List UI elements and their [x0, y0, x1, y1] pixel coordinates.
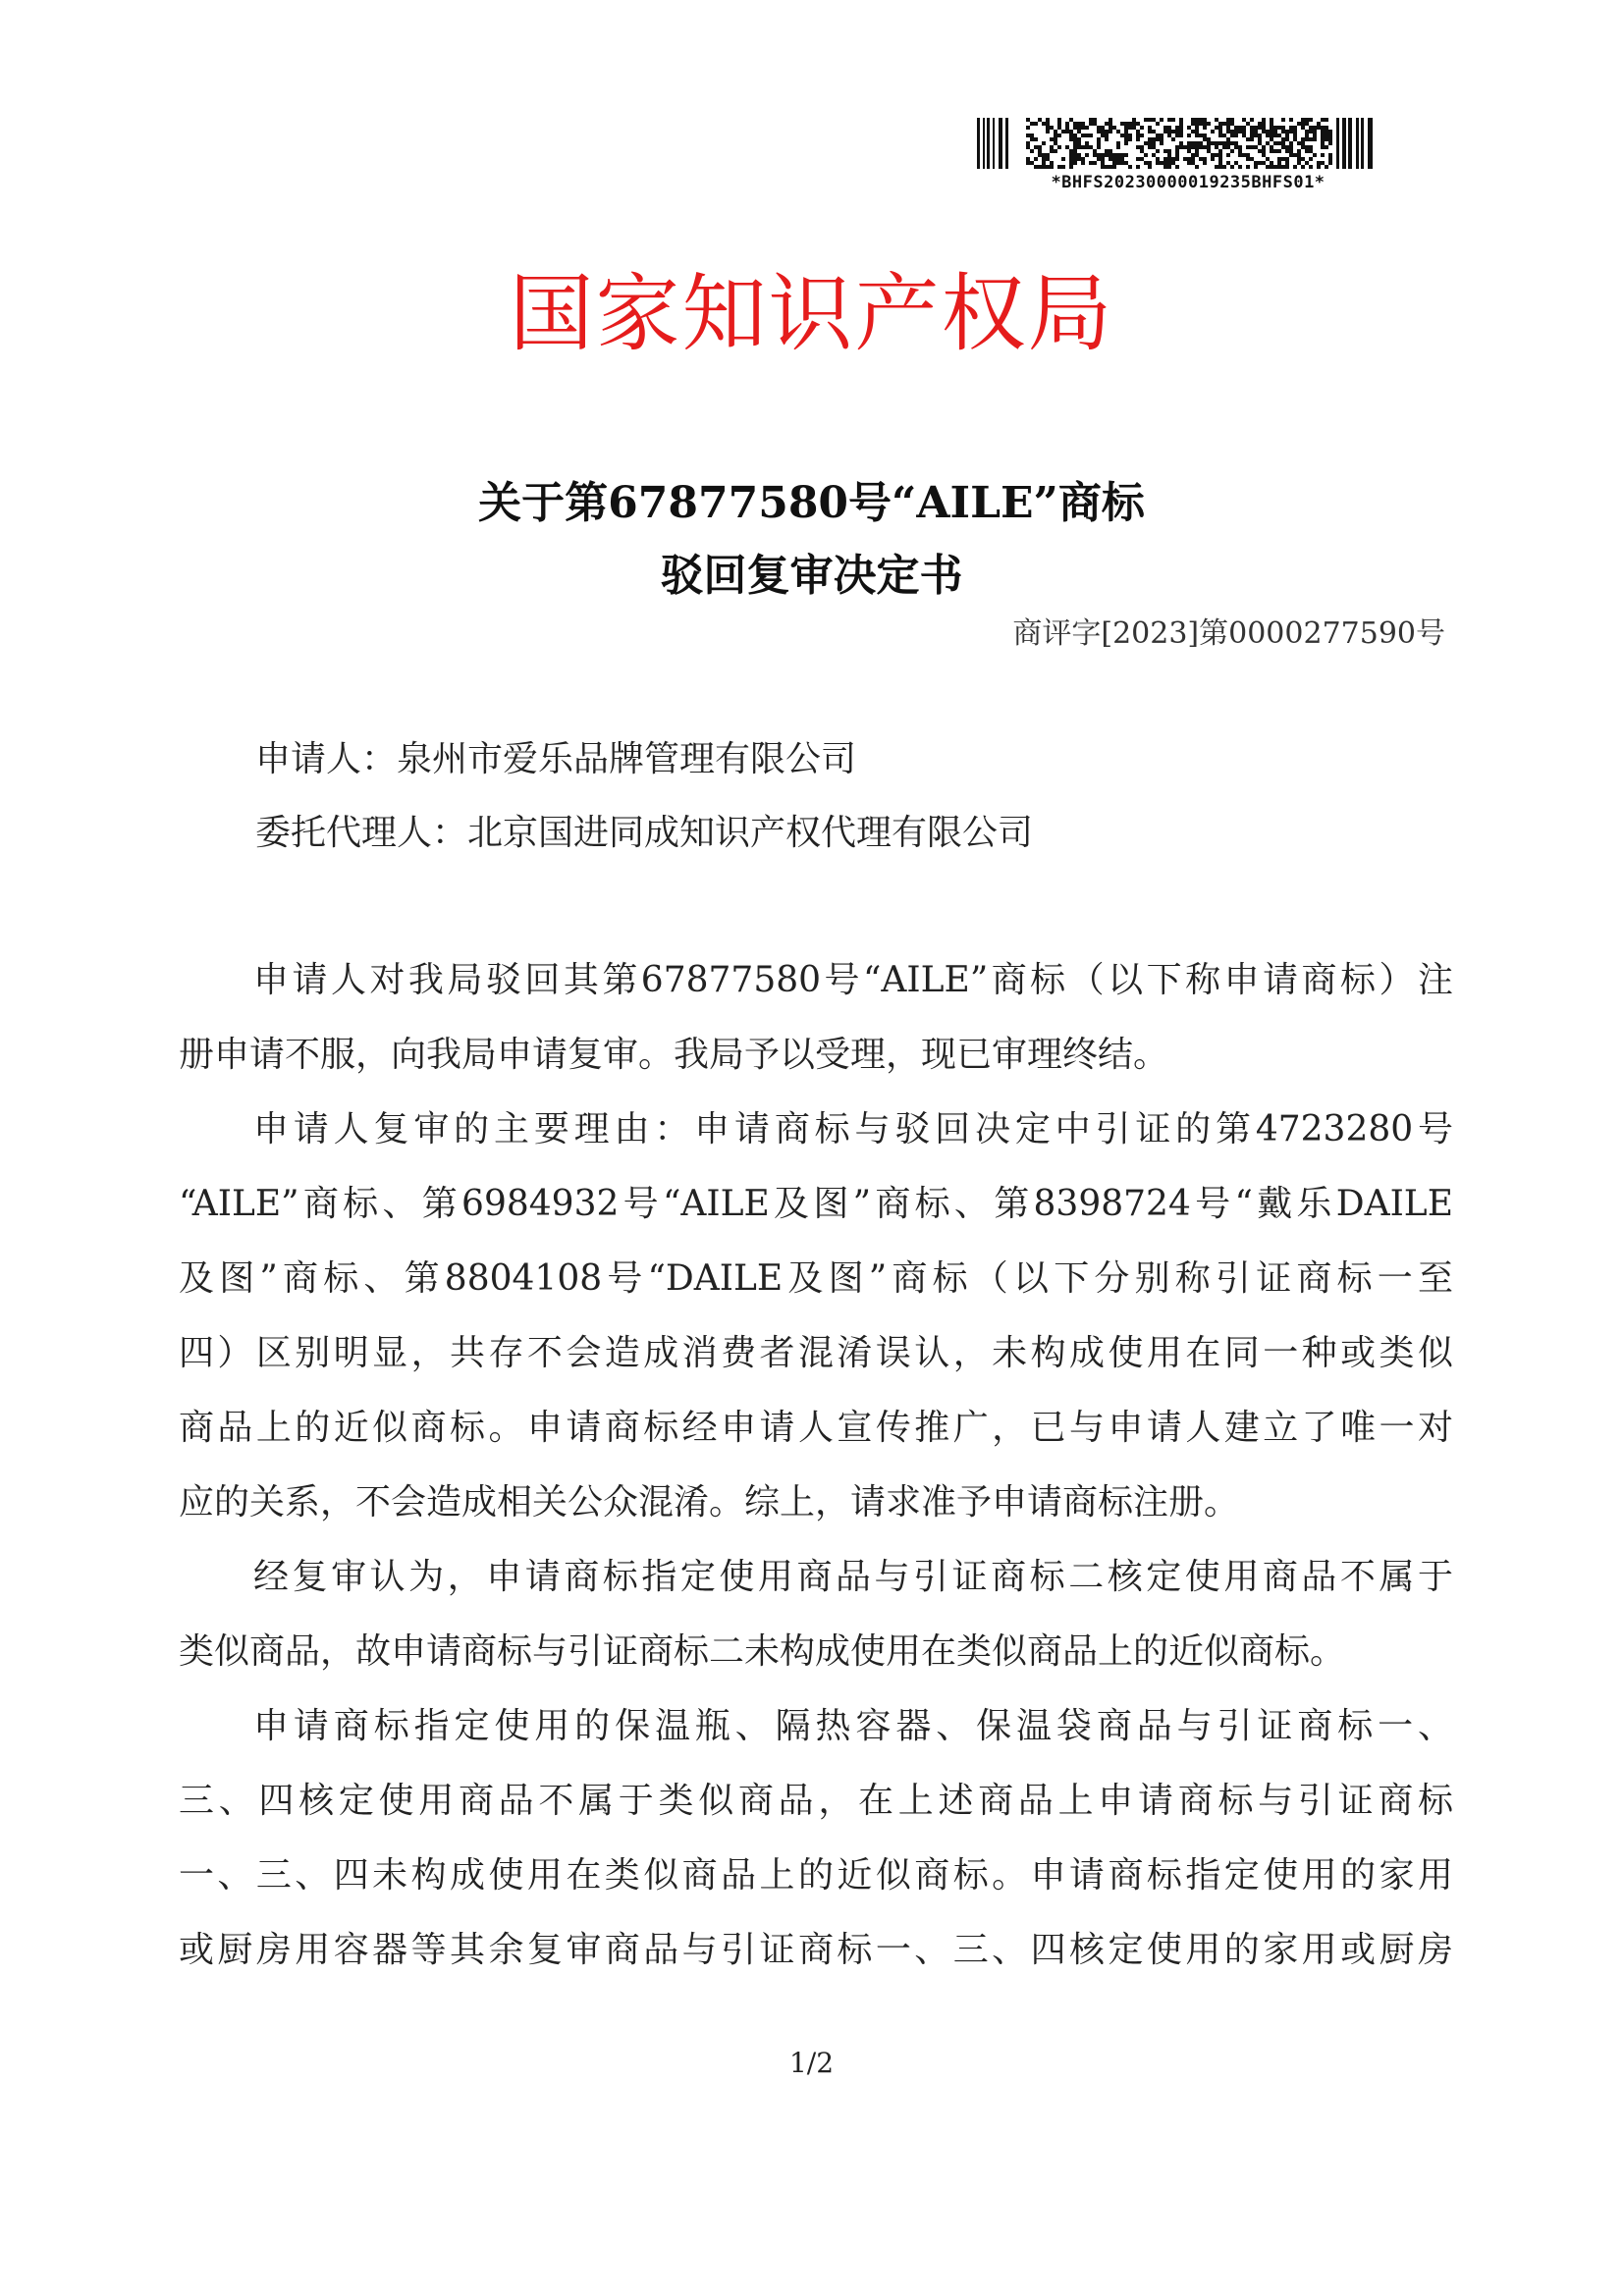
document-title-line-1: 关于第67877580号“AILE”商标: [478, 478, 1145, 528]
body-line: 三、四核定使用商品不属于类似商品，在上述商品上申请商标与引证商标: [179, 1781, 1453, 1821]
body-line: 一、三、四未构成使用在类似商品上的近似商标。申请商标指定使用的家用: [179, 1855, 1453, 1896]
body-line: 类似商品，故申请商标与引证商标二未构成使用在类似商品上的近似商标。: [179, 1631, 1346, 1672]
document-title-line-2: 驳回复审决定书: [660, 551, 963, 601]
body-line: 及图”商标、第8804108号“DAILE及图”商标（以下分别称引证商标一至: [179, 1258, 1453, 1299]
body-line: 经复审认为，申请商标指定使用商品与引证商标二核定使用商品不属于: [253, 1557, 1453, 1597]
body-line: “AILE”商标、第6984932号“AILE及图”商标、第8398724号“戴乐DAILE: [179, 1184, 1453, 1224]
body-line: 申请人对我局驳回其第67877580号“AILE”商标（以下称申请商标）注: [253, 960, 1453, 1000]
barcode-image: [977, 118, 1389, 169]
applicant-line: 申请人：泉州市爱乐品牌管理有限公司: [255, 739, 857, 779]
body-line: 应的关系，不会造成相关公众混淆。综上，请求准予申请商标注册。: [179, 1482, 1240, 1522]
barcode-text: *BHFS20230000019235BHFS01*: [1051, 173, 1325, 192]
body-line: 册申请不服，向我局申请复审。我局予以受理，现已审理终结。: [179, 1035, 1169, 1075]
agent-line: 委托代理人：北京国进同成知识产权代理有限公司: [255, 813, 1034, 853]
office-name: 国家知识产权局: [509, 265, 1114, 363]
body-line: 四）区别明显，共存不会造成消费者混淆误认，未构成使用在同一种或类似: [179, 1333, 1453, 1373]
body-line: 申请人复审的主要理由：申请商标与驳回决定中引证的第4723280号: [253, 1109, 1453, 1149]
body-line: 或厨房用容器等其余复审商品与引证商标一、三、四核定使用的家用或厨房: [179, 1930, 1453, 1970]
document-number: 商评字[2023]第0000277590号: [1012, 616, 1445, 651]
page-number: 1/2: [788, 2047, 835, 2079]
body-line: 商品上的近似商标。申请商标经申请人宣传推广，已与申请人建立了唯一对: [179, 1408, 1453, 1448]
body-line: 申请商标指定使用的保温瓶、隔热容器、保温袋商品与引证商标一、: [253, 1706, 1453, 1746]
